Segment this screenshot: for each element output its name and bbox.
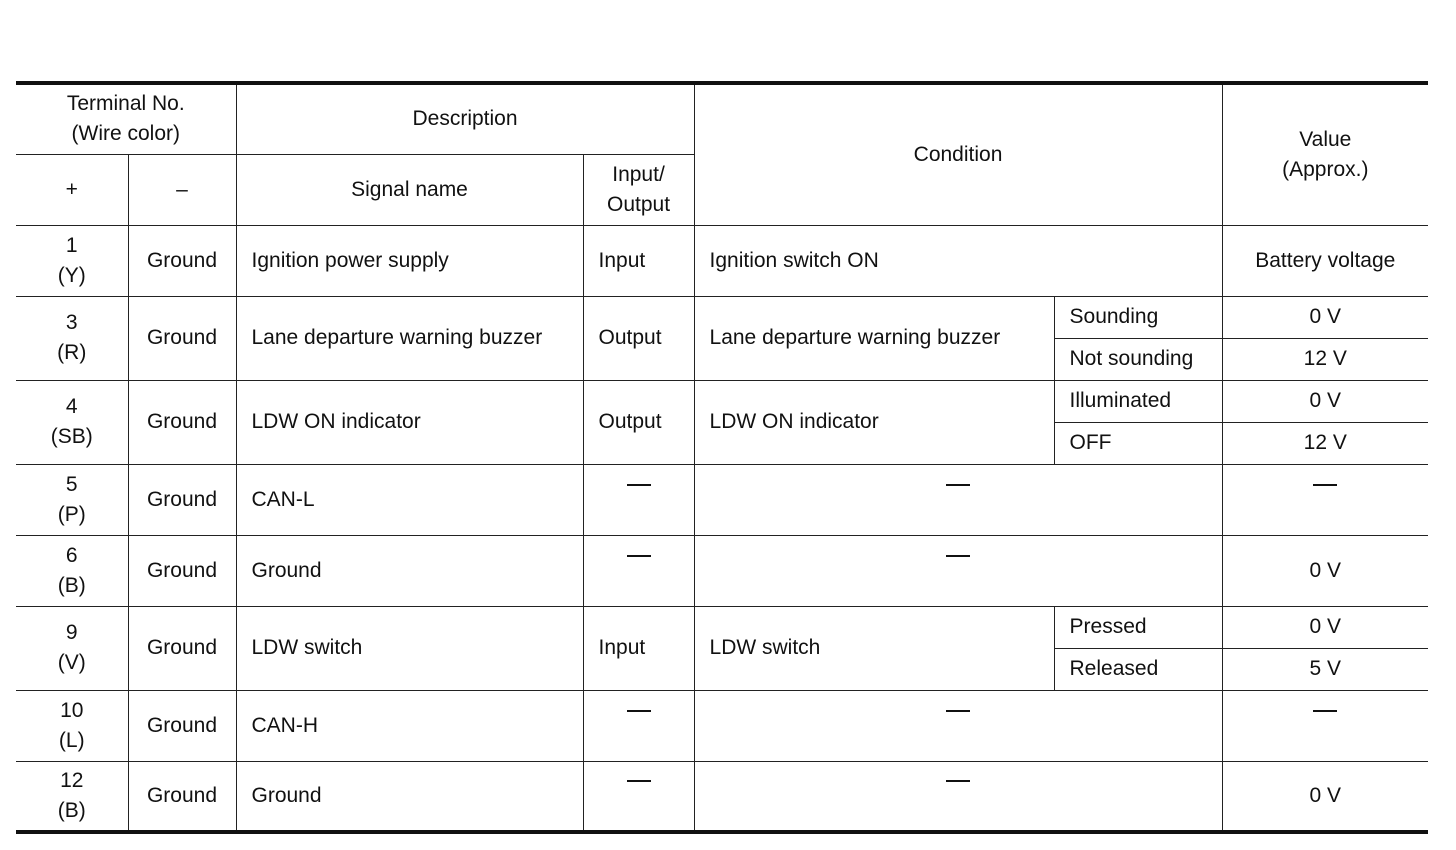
terminal-number: 1 [65, 233, 78, 257]
value-cell [1222, 690, 1428, 761]
dash-mark [627, 780, 651, 812]
table-row [16, 761, 1428, 832]
signal-name-cell: LDW ON indicator [236, 380, 583, 464]
ground-cell: Ground [128, 690, 236, 761]
ground-cell: Ground [128, 535, 236, 606]
terminal-number: 6 [65, 543, 78, 567]
terminal-cell [16, 606, 128, 690]
table-row [16, 690, 1428, 761]
condition-cell: Ignition switch ON [694, 225, 1222, 296]
io-cell: Output [583, 296, 694, 380]
value-header-line1: Value [1299, 127, 1352, 151]
io-header-line1: Input/ [612, 162, 665, 186]
condition-header: Condition [694, 83, 1222, 225]
dash-mark [1313, 710, 1337, 742]
dash-mark [627, 484, 651, 516]
signal-name-header: Signal name [236, 154, 583, 225]
ground-cell: Ground [128, 761, 236, 832]
signal-name-cell: Ground [236, 535, 583, 606]
condition-cell [694, 690, 1222, 761]
signal-name-cell: Ground [236, 761, 583, 832]
state-cell: Released [1054, 648, 1222, 690]
state-cell: Illuminated [1054, 380, 1222, 422]
table-row [16, 606, 1428, 648]
ground-cell: Ground [128, 380, 236, 464]
terminal-cell [16, 225, 128, 296]
terminal-table [16, 81, 1428, 834]
terminal-header-line1: Terminal No. [66, 92, 185, 116]
table-row [16, 296, 1428, 338]
terminal-cell [16, 761, 128, 832]
condition-cell: LDW switch [694, 606, 1054, 690]
state-cell: OFF [1054, 422, 1222, 464]
ground-cell: Ground [128, 225, 236, 296]
wire-color: (R) [57, 341, 87, 364]
terminal-cell [16, 690, 128, 761]
terminal-number: 10 [60, 698, 84, 722]
ground-cell: Ground [128, 606, 236, 690]
terminal-cell [16, 535, 128, 606]
terminal-number: 4 [65, 395, 78, 418]
dash-mark [1313, 484, 1337, 516]
signal-name-cell: CAN-L [236, 464, 583, 535]
signal-name-cell: LDW switch [236, 606, 583, 690]
terminal-header-line2: (Wire color) [71, 122, 180, 146]
io-cell [583, 535, 694, 606]
description-header: Description [236, 83, 694, 154]
io-cell: Input [583, 606, 694, 690]
condition-cell [694, 535, 1222, 606]
wire-color: (P) [57, 502, 86, 526]
wire-color: (Y) [57, 263, 86, 287]
state-cell: Not sounding [1054, 338, 1222, 380]
signal-name-cell: Ignition power supply [236, 225, 583, 296]
terminal-header [16, 83, 236, 154]
value-cell: 12 V [1222, 422, 1428, 464]
value-cell: 0 V [1222, 761, 1428, 832]
terminal-number: 12 [60, 768, 84, 792]
wire-color: (B) [57, 573, 86, 597]
condition-cell: Lane departure warning buzzer [694, 296, 1054, 380]
dash-mark [946, 555, 970, 587]
value-cell: 0 V [1222, 535, 1428, 606]
ground-cell: Ground [128, 296, 236, 380]
signal-name-cell: CAN-H [236, 690, 583, 761]
io-header-line2: Output [606, 192, 671, 216]
state-cell: Pressed [1054, 606, 1222, 648]
value-header [1222, 83, 1428, 225]
io-cell [583, 464, 694, 535]
state-cell: Sounding [1054, 296, 1222, 338]
plus-header: + [16, 154, 128, 225]
table-row [16, 535, 1428, 606]
dash-mark [946, 484, 970, 516]
ground-cell: Ground [128, 464, 236, 535]
value-cell: 0 V [1222, 380, 1428, 422]
table-row [16, 225, 1428, 296]
table-row [16, 464, 1428, 535]
signal-name-cell: Lane departure warning buzzer [236, 296, 583, 380]
table-row [16, 380, 1428, 422]
terminal-cell [16, 296, 128, 380]
wire-color: (L) [58, 728, 85, 752]
io-cell [583, 761, 694, 832]
header-row-1 [16, 83, 1428, 154]
wire-color: (SB) [50, 425, 93, 448]
value-header-line2: (Approx.) [1282, 157, 1369, 181]
condition-cell [694, 464, 1222, 535]
io-cell: Input [583, 225, 694, 296]
dash-mark [946, 780, 970, 812]
io-cell: Output [583, 380, 694, 464]
value-cell: 5 V [1222, 648, 1428, 690]
value-cell: 0 V [1222, 296, 1428, 338]
value-cell: 0 V [1222, 606, 1428, 648]
terminal-cell [16, 380, 128, 464]
terminal-number: 3 [65, 311, 78, 334]
condition-cell: LDW ON indicator [694, 380, 1054, 464]
dash-mark [627, 710, 651, 742]
wire-color: (V) [57, 651, 86, 674]
dash-mark [627, 555, 651, 587]
minus-header: – [128, 154, 236, 225]
wire-color: (B) [57, 798, 86, 822]
value-cell [1222, 464, 1428, 535]
table-body [16, 225, 1428, 832]
dash-mark [946, 710, 970, 742]
terminal-number: 5 [65, 472, 78, 496]
value-cell: 12 V [1222, 338, 1428, 380]
terminal-number: 9 [65, 621, 78, 644]
io-header [583, 154, 694, 225]
value-cell: Battery voltage [1222, 225, 1428, 296]
io-cell [583, 690, 694, 761]
terminal-cell [16, 464, 128, 535]
condition-cell [694, 761, 1222, 832]
